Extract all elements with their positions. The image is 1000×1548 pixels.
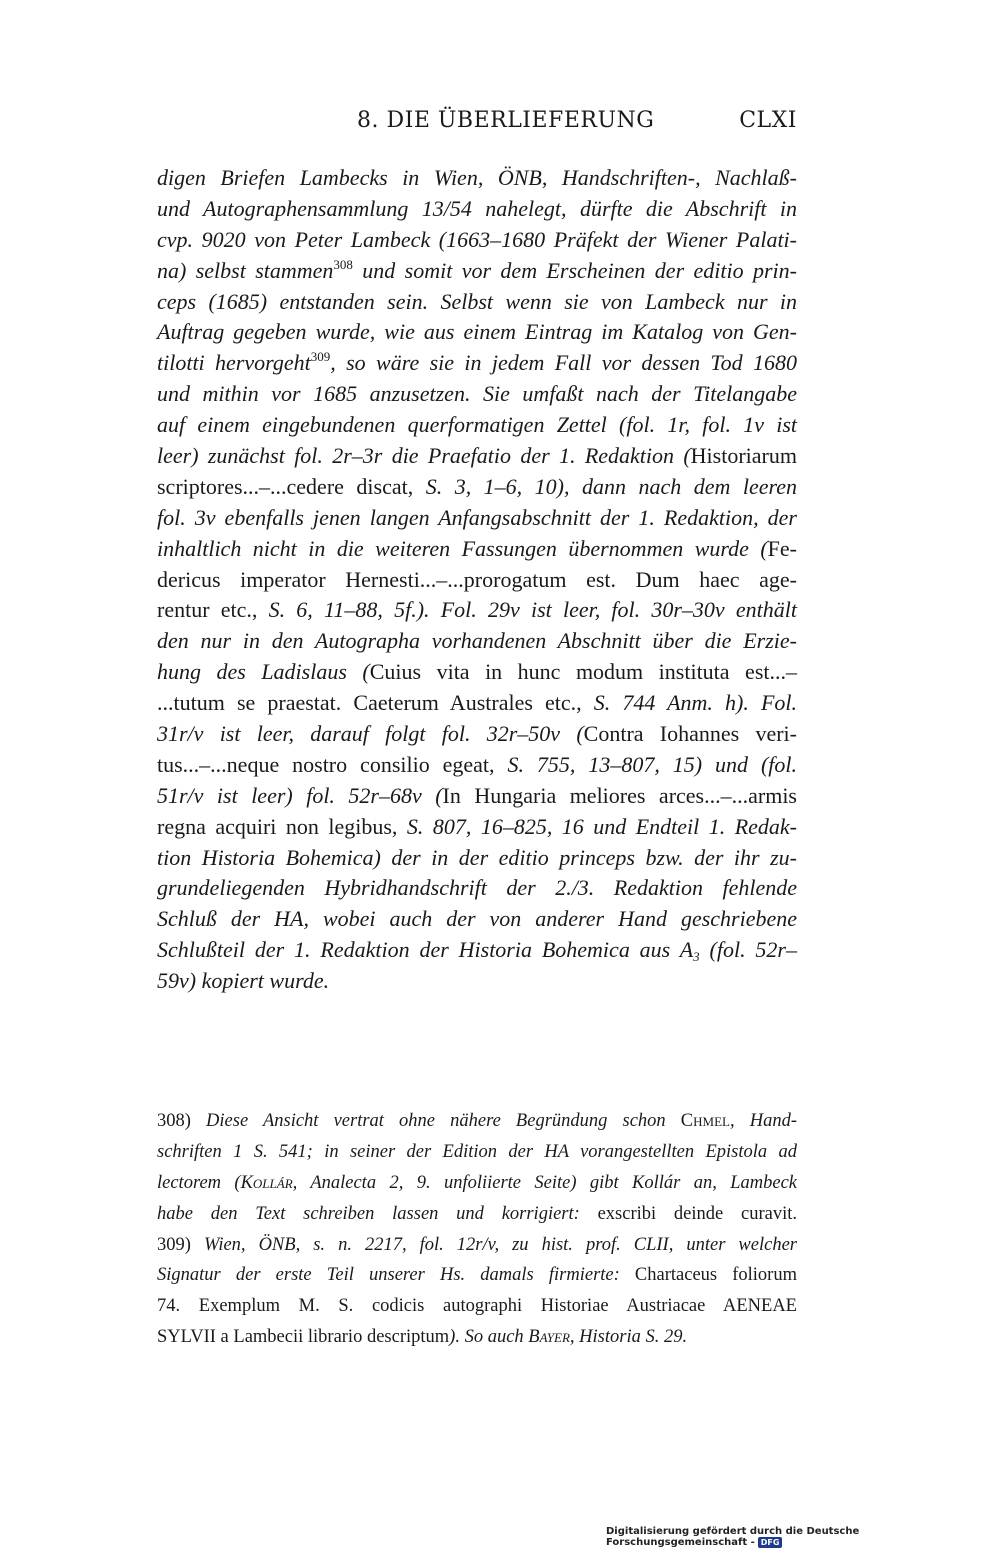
text-line: auf einem eingebundenen querformatigen Zettel (fol. 1r, fol. 1v ist [157,412,797,438]
text-line: cvp. 9020 von Peter Lambeck (1663–1680 Präfekt der Wiener Palati- [157,226,797,252]
footnote-308: 308) Diese Ansicht vertrat ohne nähere Begründung schon Chmel, Hand- [157,1111,797,1131]
text-line: hung des Ladislaus (Cuius vita in hunc modum instituta est...– [157,659,797,685]
text-line: scriptores...–...cedere discat, S. 3, 1–6, 10), dann nach dem leeren [157,473,797,499]
footnote-line: habe den Text schreiben lassen und korrigiert: exscribi deinde curavit. [157,1203,797,1224]
chapter-title: 8. DIE ÜBERLIEFERUNG [357,108,655,133]
text-line: leer) zunächst fol. 2r–3r die Praefatio der 1. Redaktion (Historiarum [157,443,797,469]
text-line: rentur etc., S. 6, 11–88, 5f.). Fol. 29v ist leer, fol. 30r–30v enthält [157,597,798,623]
text-line: dericus imperator Hernesti...–...prorogatum est. Dum haec age- [157,566,797,592]
text-line: inhaltlich nicht in die weiteren Fassungen übernommen wurde (Fe- [157,535,797,561]
text-line: Auftrag gegeben wurde, wie aus einem Eintrag im Katalog von Gen- [157,319,797,345]
footnote-309: 309) Wien, ÖNB, s. n. 2217, fol. 12r/v, zu hist. prof. CLII, unter welcher [157,1234,797,1255]
funding-footer [606,1526,1000,1548]
text-line: digen Briefen Lambecks in Wien, ÖNB, Handschriften-, Nachlaß- [157,165,797,190]
footnote-ref[interactable]: 308 [333,256,353,272]
dfg-logo: DFG [758,1537,783,1548]
footnote-line: Signatur der erste Teil unserer Hs. damals firmierte: Chartaceus foliorum [157,1265,797,1286]
text-line: 31r/v ist leer, darauf folgt fol. 32r–50v (Contra Iohannes veri- [157,721,797,747]
page-number: CLXI [739,108,797,133]
footnotes [157,1110,797,1357]
text-line: Schluß der HA, wobei auch der von anderer Hand geschriebene [157,906,797,932]
footer-text: Digitalisierung gefördert durch die Deutsche Forschungsgemeinschaft - [606,1526,860,1548]
footnote-line: SYLVII a Lambecii librario descriptum). So auch Bayer, Historia S. 29. [157,1327,688,1348]
text-line: tilotti hervorgeht$^{309}$, so wäre sie in jedem Fall vor dessen Tod 1680 [157,349,797,376]
text-line: ceps (1685) entstanden sein. Selbst wenn sie von Lambeck nur in [157,288,797,314]
footnote-line: lectorem (Kollár, Analecta 2, 9. unfoliierte Seite) gibt Kollár an, Lambeck [157,1172,798,1193]
main-text [157,163,797,997]
text-line: Schlußteil der 1. Redaktion der Historia Bohemica aus $A_3$ (fol. 52r– [157,937,797,965]
running-header [157,108,797,138]
text-line: grundeliegenden Hybridhandschrift der 2./3. Redaktion fehlende [157,875,797,901]
footnote-line: schriften 1 S. 541; in seiner der Edition der HA vorangestellten Epistola ad [157,1141,797,1162]
text-line: und mithin vor 1685 anzusetzen. Sie umfaßt nach der Titelangabe [157,381,797,407]
text-line: na) selbst stammen$^{308}$ und somit vor dem Erscheinen der editio prin- [157,256,797,283]
text-line: tion Historia Bohemica) der in der editio princeps bzw. der ihr zu- [157,844,797,870]
text-line: 59v) kopiert wurde. [157,968,330,994]
text-line: fol. 3v ebenfalls jenen langen Anfangsabschnitt der 1. Redaktion, der [157,504,797,530]
text-line: 51r/v ist leer) fol. 52r–68v (In Hungaria meliores arces...–...armis [157,782,797,808]
text-line: regna acquiri non legibus, S. 807, 16–825, 16 und Endteil 1. Redak- [157,813,797,839]
text-line: tus...–...neque nostro consilio egeat, S. 755, 13–807, 15) und (fol. [157,751,797,777]
text-line: ...tutum se praestat. Caeterum Australes etc., S. 744 Anm. h). Fol. [157,690,798,716]
text-line: und Autographensammlung 13/54 nahelegt, dürfte die Abschrift in [157,195,797,221]
footnote-line: 74. Exemplum M. S. codicis autographi Historiae Austriacae AENEAE [157,1296,797,1317]
footnote-ref[interactable]: 309 [310,349,331,365]
text-line: den nur in den Autographa vorhandenen Abschnitt über die Erzie- [157,628,797,654]
